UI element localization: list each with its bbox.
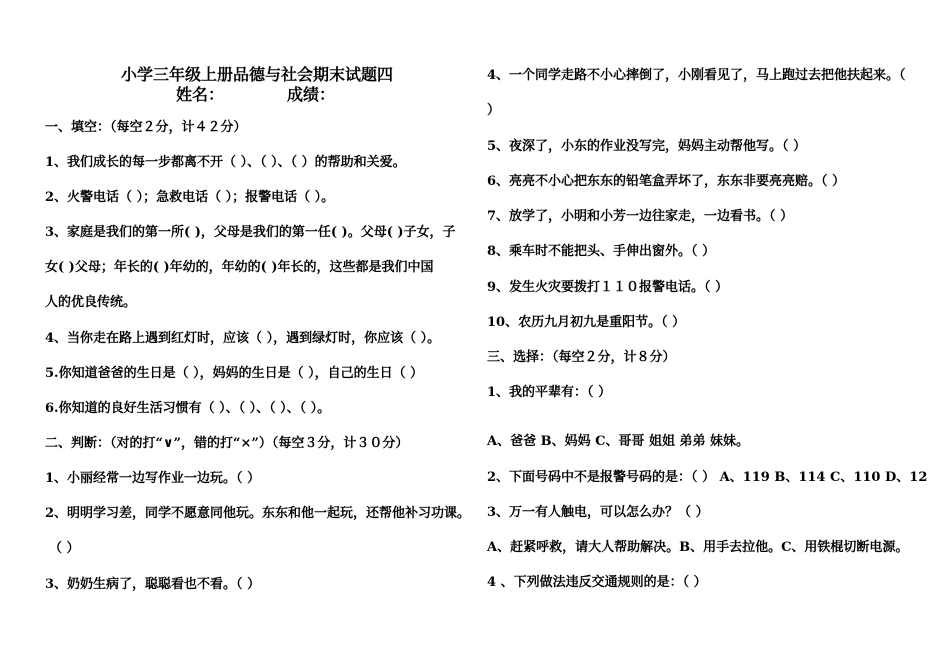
choice-question-3: 3、万一有人触电，可以怎么办？（ ） xyxy=(487,505,709,520)
choice-question-4: 4 、下列做法违反交通规则的是：（ ） xyxy=(487,575,707,590)
judge-question-2-line-2: （ ） xyxy=(49,541,80,556)
fill-question-3-line-2: 女( )父母；年长的( )年幼的，年幼的( )年长的，这些都是我们中国 xyxy=(45,260,434,275)
judge-question-5: 5、夜深了，小东的作业没写完，妈妈主动帮他写。（ ） xyxy=(487,139,807,154)
fill-question-4: 4、当你走在路上遇到红灯时，应该（ ），遇到绿灯时，你应该（ ）。 xyxy=(45,331,441,346)
fill-question-3-line-1: 3、家庭是我们的第一所( )，父母是我们的第一任( )。父母( )子女，子 xyxy=(45,225,456,240)
name-label: 姓名： xyxy=(176,85,225,104)
choice-question-3-options: A、赶紧呼救，请大人帮助解决。B、用手去拉他。C、用铁棍切断电源。 xyxy=(487,540,909,555)
section-choice-heading: 三、选择：（每空２分，计８分） xyxy=(487,350,676,365)
judge-question-3: 3、奶奶生病了，聪聪看也不看。（ ） xyxy=(45,577,261,592)
fill-question-1: 1、我们成长的每一步都离不开（ ）、（ ）、（ ）的帮助和关爱。 xyxy=(45,155,406,170)
score-label: 成绩： xyxy=(287,85,336,104)
fill-question-2: 2、火警电话（ ）；急救电话（ ）；报警电话（ ）。 xyxy=(45,190,335,205)
judge-question-4-line-1: 4、一个同学走路不小心摔倒了，小刚看见了，马上跑过去把他扶起来。（ xyxy=(487,68,906,83)
choice-question-1-options: A、爸爸 B、妈妈 C、哥哥 姐姐 弟弟 妹妹。 xyxy=(487,434,750,449)
fill-question-6: 6.你知道的良好生活习惯有（ ）、（ ）、（ ）、（ ）。 xyxy=(45,401,331,416)
choice-question-1: 1、我的平辈有：（ ） xyxy=(487,385,612,400)
page-title: 小学三年级上册品德与社会期末试题四 xyxy=(121,65,394,84)
judge-question-10: 10、农历九月初九是重阳节。（ ） xyxy=(487,315,686,330)
judge-question-7: 7、放学了，小明和小芳一边往家走，一边看书。（ ） xyxy=(487,209,794,224)
section-judge-heading: 二、判断：（对的打“∨”，错的打“×”）（每空３分，计３０分） xyxy=(45,436,409,451)
judge-question-6: 6、亮亮不小心把东东的铅笔盒弄坏了，东东非要亮亮赔。（ ） xyxy=(487,174,846,189)
judge-question-8: 8、乘车时不能把头、手伸出窗外。（ ） xyxy=(487,244,716,259)
fill-question-3-line-3: 人的优良传统。 xyxy=(45,295,137,310)
judge-question-1: 1、小丽经常一边写作业一边玩。（ ） xyxy=(45,471,261,486)
judge-question-9: 9、发生火灾要拨打１１０报警电话。（ ） xyxy=(487,280,729,295)
fill-question-5: 5.你知道爸爸的生日是（ ），妈妈的生日是（ ），自己的生日（ ） xyxy=(45,366,424,381)
choice-question-2: 2、下面号码中不是报警号码的是：（ ） A、119 B、114 C、110 D、12 xyxy=(487,470,928,485)
judge-question-2-line-1: 2、明明学习差，同学不愿意同他玩。东东和他一起玩，还帮他补习功课。 xyxy=(45,506,471,521)
judge-question-4-line-2: ） xyxy=(487,103,501,118)
section-fill-blank-heading: 一、填空：（每空２分，计４２分） xyxy=(45,120,247,135)
